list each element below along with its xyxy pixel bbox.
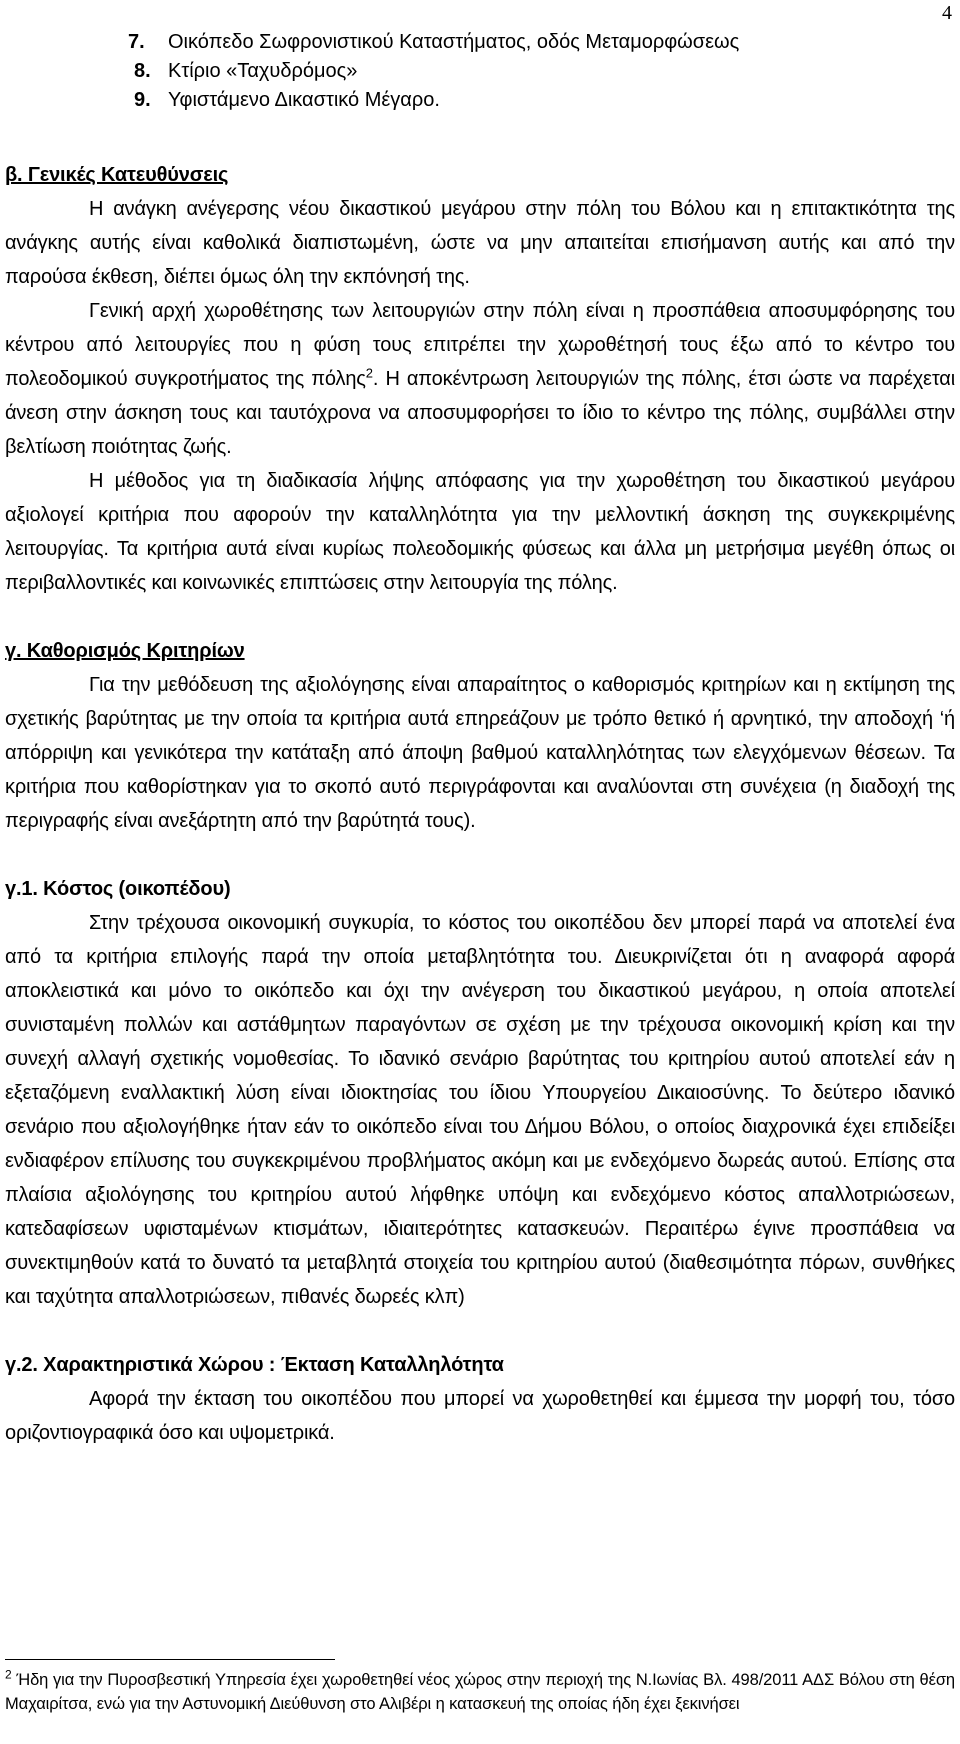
paragraph: Για την μεθόδευση της αξιολόγησης είναι απαραίτητος ο καθορισμός κριτηρίων και η εκτίμηση της σχετικής βαρύτητας με την οποία τα κριτήρια αυτά επηρεάζουν με τρόπο θετικό ή αρνητικό, την αποδοχή ‘ή απόρριψη και γενικότερα την κατάταξη από άποψη βαθμού καταλληλότητας των ελεγχόμενων θέσεων. Τα κριτήρια που καθορίστηκαν για το σκοπό αυτό περιγράφονται και αναλύονται στη συνέχεια (η διαδοχή της περιγραφής είναι ανεξάρτητη από την βαρύτητά τους). [5,674,955,832]
paragraph-text: . Η αποκέντρωση λειτουργιών της πόλης, έτσι ώστε να παρέχεται άνεση στην άσκηση τους και ταυτόχρονα να αποσυμφορήσει το ίδιο το κέντρο της πόλης, συμβάλλει στην βελτίωση ποιότητας ζωής. [5,368,955,458]
list-item-text: Κτίριο «Ταχυδρόμος» [168,60,358,82]
footnote-text: Ήδη για την Πυροσβεστική Υπηρεσία έχει χωροθετηθεί νέος χώρος στην περιοχή της Ν.Ιωνίας Βλ. 498/2011 ΑΔΣ Βόλου στη θέση Μαχαιρίτσα, ενώ για την Αστυνομική Διεύθυνση στο Αλιβέρι η κατασκευή της οποίας ήδη έχει ξεκινήσει [5,1671,955,1713]
list-item [128,86,739,115]
footnote [5,1668,955,1716]
footnote-separator [5,1659,335,1660]
subsection-heading-cost: γ.1. Κόστος (οικοπέδου) [5,878,231,900]
paragraph: Η ανάγκη ανέγερσης νέου δικαστικού μεγάρου στην πόλη του Βόλου και η επιτακτικότητα της ανάγκης αυτής είναι καθολικά διαπιστωμένη, ώστε να μην απαιτείται επισήμανση αυτής και από την παρούσα έκθεση, διέπει όμως όλη την εκπόνησή της. [5,198,955,288]
paragraph: Η μέθοδος για τη διαδικασία λήψης απόφασης για την χωροθέτηση του δικαστικού μεγάρου αξιολογεί κριτήρια που αφορούν την καταλληλότητα για την μελλοντική άσκηση της συγκεκριμένης λειτουργίας. Τα κριτήρια αυτά είναι κυρίως πολεοδομικής φύσεως και άλλα μη μετρήσιμα μεγέθη όπως οι περιβαλλοντικές και κοινωνικές επιπτώσεις στην λειτουργία της πόλης. [5,470,955,594]
section-heading-criteria: γ. Καθορισμός Κριτηρίων [5,640,245,662]
list-item-number: 8. [134,60,151,82]
paragraph: Στην τρέχουσα οικονομική συγκυρία, το κόστος του οικοπέδου δεν μπορεί παρά να αποτελεί ένα από τα κριτήρια επιλογής παρά την οποία μεταβλητότητα του. Διευκρινίζεται ότι η αναφορά αφορά αποκλειστικά και μόνο το οικόπεδο και όχι την ανέγερση του δικαστικού μεγάρου, η οποία αποτελεί συνισταμένη πολλών και αστάθμητων παραγόντων σε σχέση με την τρέχουσα οικονομική κρίση και την συνεχή αλλαγή σχετικής νομοθεσίας. Το ιδανικό σενάριο βαρύτητας του κριτηρίου αυτού αποτελεί εάν η εξεταζόμενη εναλλακτική λύση είναι ιδιοκτησίας του ίδιου Υπουργείου Δικαιοσύνης. Το δεύτερο ιδανικό σενάριο που αξιολογήθηκε ήταν εάν το οικόπεδο είναι του Δήμου Βόλου, ο οποίος διαχρονικά έχει επιδείξει ενδιαφέρον επίλυσης του συγκεκριμένου προβλήματος ακόμη και με ενδεχόμενο δωρεάς αυτού. Επίσης στα πλαίσια αξιολόγησης του κριτηρίου αυτού λήφθηκε υπόψη και ενδεχόμενο κόστος απαλλοτριώσεων, κατεδαφίσεων υφισταμένων κτισμάτων, ιδιαιτερότητες κατασκευών. Περαιτέρω έγινε προσπάθεια να συνεκτιμηθούν κατά το δυνατό τα μεταβλητά στοιχεία του κριτηρίου αυτού (διαθεσιμότητα πόρων, συνθήκες και ταχύτητα απαλλοτριώσεων, πιθανές δωρεές κλπ) [5,912,955,1308]
footnote-number: 2 [5,1667,12,1682]
paragraph [5,294,955,464]
footnote-ref: 2 [365,365,373,381]
list-item-text: Οικόπεδο Σωφρονιστικού Καταστήματος, οδός Μεταμορφώσεως [168,31,740,53]
subsection-heading-site-characteristics: γ.2. Χαρακτηριστικά Χώρου : Έκταση Καταλληλότητα [5,1354,504,1376]
list-item-text: Υφιστάμενο Δικαστικό Μέγαρο. [168,89,440,111]
section-heading-general-guidelines: β. Γενικές Κατευθύνσεις [5,164,229,186]
paragraph: Αφορά την έκταση του οικοπέδου που μπορεί να χωροθετηθεί και έμμεσα την μορφή του, τόσο οριζοντιογραφικά όσο και υψομετρικά. [5,1388,955,1444]
list-item [128,28,739,57]
numbered-list [128,28,739,115]
page-number: 4 [942,2,952,24]
paragraph-text: Γενική αρχή χωροθέτησης των λειτουργιών στην πόλη είναι η προσπάθεια αποσυμφόρησης του κέντρου από λειτουργίες που η φύση τους επιτρέπει την χωροθέτησή τους έξω από το κέντρο του πολεοδομικού συγκροτήματος της πόλης [5,300,955,390]
list-item [128,57,739,86]
list-item-number: 7. [128,31,145,53]
list-item-number: 9. [134,89,151,111]
document-body [5,158,955,1450]
